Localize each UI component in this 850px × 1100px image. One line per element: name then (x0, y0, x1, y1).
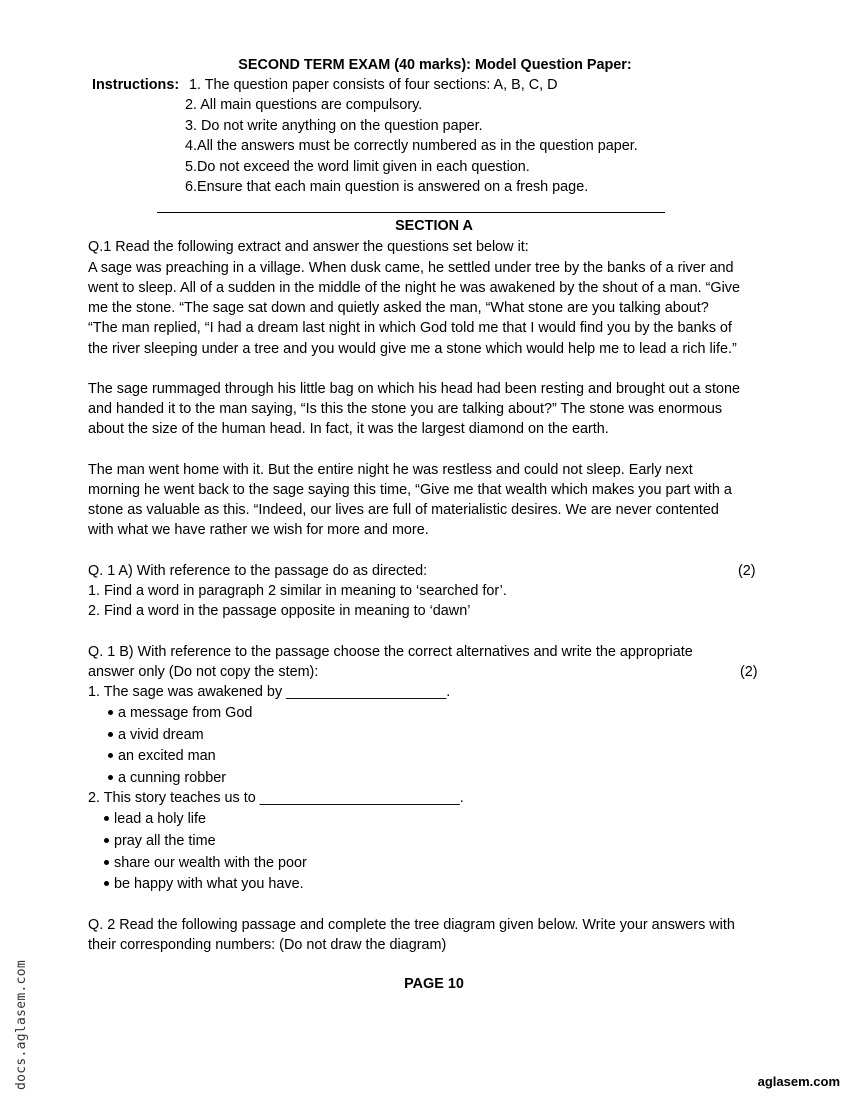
mcq-option (108, 727, 204, 743)
bullet-icon (108, 710, 113, 715)
mcq-option (104, 833, 216, 849)
instructions-label: Instructions: (92, 77, 180, 93)
mcq-question: 1. The sage was awakened by ____________________. (88, 684, 451, 700)
passage-line: The man went home with it. But the entire night he was restless and could not sleep. Early next (88, 462, 693, 478)
passage-line: went to sleep. All of a sudden in the middle of the night he was awakened by the shout of a man. “Give (88, 280, 740, 296)
mcq-question: 2. This story teaches us to _________________________. (88, 790, 464, 806)
watermark-text: docs.aglasem.com (14, 959, 29, 1090)
option-text: pray all the time (114, 833, 216, 849)
q1a-item: 2. Find a word in the passage opposite in meaning to ‘dawn’ (88, 603, 471, 619)
instruction-item: 6.Ensure that each main question is answered on a fresh page. (185, 179, 589, 195)
section-heading: SECTION A (395, 218, 473, 234)
bullet-icon (104, 881, 109, 886)
mcq-option (108, 770, 226, 786)
instruction-item: 3. Do not write anything on the question paper. (185, 118, 483, 134)
option-text: a cunning robber (118, 770, 227, 786)
q1b-marks: (2) (740, 664, 758, 680)
instruction-item: 4.All the answers must be correctly numbered as in the question paper. (185, 138, 638, 154)
passage-line: the river sleeping under a tree and you would give me a stone which would help me to lead a rich life.” (88, 341, 737, 357)
q1a-item: 1. Find a word in paragraph 2 similar in meaning to ‘searched for’. (88, 583, 507, 599)
q1b-heading: Q. 1 B) With reference to the passage choose the correct alternatives and write the appropriate (88, 644, 693, 660)
passage-line: stone as valuable as this. “Indeed, our lives are full of materialistic desires. We are never contented (88, 502, 719, 518)
bullet-icon (108, 753, 113, 758)
q1b-heading: answer only (Do not copy the stem): (88, 664, 319, 680)
passage-line: The sage rummaged through his little bag on which his head had been resting and brought out a stone (88, 381, 741, 397)
option-text: a vivid dream (118, 727, 204, 743)
q2-prompt: their corresponding numbers: (Do not draw the diagram) (88, 937, 447, 953)
passage-line: A sage was preaching in a village. When dusk came, he settled under tree by the banks of a river and (88, 260, 734, 276)
instruction-item: 2. All main questions are compulsory. (185, 97, 423, 113)
passage-line: and handed it to the man saying, “Is this the stone you are talking about?” The stone was enormous (88, 401, 723, 417)
brand-label: aglasem.com (757, 1074, 840, 1089)
passage-line: “The man replied, “I had a dream last night in which God told me that I would find you by the banks of (88, 320, 732, 336)
option-text: an excited man (118, 748, 216, 764)
exam-title: SECOND TERM EXAM (40 marks): Model Question Paper: (238, 57, 632, 73)
option-text: be happy with what you have. (114, 876, 304, 892)
option-text: a message from God (118, 705, 253, 721)
q1a-heading: Q. 1 A) With reference to the passage do as directed: (88, 563, 428, 579)
passage-line: morning he went back to the sage saying this time, “Give me that wealth which makes you part with a (88, 482, 732, 498)
passage-line: about the size of the human head. In fact, it was the largest diamond on the earth. (88, 421, 609, 437)
mcq-option (104, 876, 304, 892)
mcq-option (104, 811, 206, 827)
q1a-marks: (2) (738, 563, 756, 579)
mcq-option (108, 748, 216, 764)
instruction-item: 5.Do not exceed the word limit given in each question. (185, 159, 530, 175)
bullet-icon (104, 816, 109, 821)
mcq-option (104, 855, 307, 871)
q2-prompt: Q. 2 Read the following passage and complete the tree diagram given below. Write your answers with (88, 917, 735, 933)
option-text: lead a holy life (114, 811, 207, 827)
bullet-icon (108, 775, 113, 780)
bullet-icon (104, 860, 109, 865)
instruction-item: 1. The question paper consists of four sections: A, B, C, D (189, 77, 558, 93)
divider-line (157, 212, 665, 213)
option-text: share our wealth with the poor (114, 855, 307, 871)
bullet-icon (104, 838, 109, 843)
passage-line: with what we have rather we wish for more and more. (88, 522, 429, 538)
q1-prompt: Q.1 Read the following extract and answer the questions set below it: (88, 239, 529, 255)
passage-line: me the stone. “The sage sat down and quietly asked the man, “What stone are you talking about? (88, 300, 709, 316)
bullet-icon (108, 732, 113, 737)
mcq-option (108, 705, 252, 721)
page-number: PAGE 10 (404, 976, 464, 992)
